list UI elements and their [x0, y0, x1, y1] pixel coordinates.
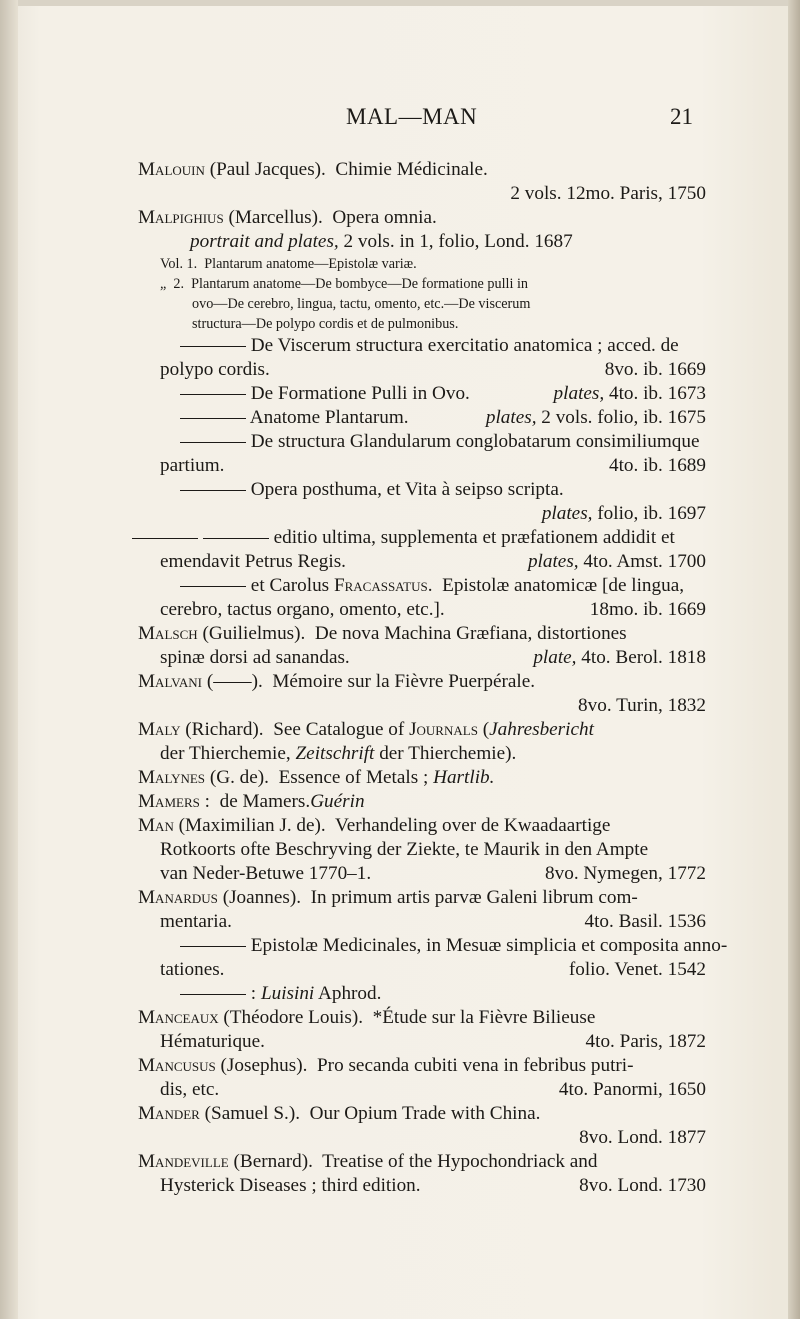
entry-line [0, 670, 800, 694]
entry-imprint: 4to. ib. 1673 [604, 383, 706, 404]
entry-imprint: plates, [541, 503, 593, 524]
entry-text [160, 454, 224, 478]
entry-imprint: 2 vols. in 1, folio, Lond. 1687 [338, 231, 573, 252]
entry-title: polypo cordis. [160, 359, 270, 380]
entry-imprint [559, 1078, 706, 1102]
entry-text [160, 742, 516, 766]
entry-text [138, 1054, 634, 1078]
entry-line [0, 718, 800, 742]
entry-imprint [590, 598, 706, 622]
ditto-dash [180, 418, 246, 419]
entry-title: dis, etc. [160, 1079, 220, 1100]
entry-imprint: 4to. ib. 1689 [608, 455, 706, 476]
entry-imprint [542, 502, 706, 526]
author-name: Malynes [138, 767, 206, 788]
entry-line [0, 550, 800, 574]
entry-text [160, 838, 648, 862]
entry-line [0, 694, 800, 718]
entry-line [0, 814, 800, 838]
entry-imprint: 8vo. Lond. 1877 [579, 1127, 706, 1148]
cross-reference: Jahresbericht [489, 719, 594, 740]
entry-text [132, 526, 675, 550]
entry-title: spinæ dorsi ad sanandas. [160, 647, 350, 668]
entry-line [0, 454, 800, 478]
entry-text [138, 718, 594, 742]
entry-title: Zeitschrift [295, 743, 375, 764]
entry-text [138, 814, 610, 838]
entry-line [0, 1030, 800, 1054]
author-name: Man [138, 815, 174, 836]
entry-text [180, 934, 727, 958]
author-name: Maly [138, 719, 181, 740]
entry-title: (——). Mémoire sur la Fièvre Puerpérale. [202, 671, 536, 692]
entry-line [0, 314, 800, 334]
ditto-dash [180, 586, 246, 587]
entry-title: van Neder-Betuwe 1770–1. [160, 863, 372, 884]
cross-reference: Hartlib. [433, 767, 495, 788]
entry-text [138, 622, 627, 646]
entry-text [160, 862, 371, 886]
entry-text [180, 382, 470, 406]
author-name: Mancusus [138, 1055, 216, 1076]
entry-text [138, 766, 494, 790]
entry-text [160, 274, 528, 294]
entry-line [0, 478, 800, 502]
entry-text [160, 1174, 421, 1198]
entry-text [160, 1030, 265, 1054]
entry-text [138, 1102, 540, 1126]
entry-line [0, 382, 800, 406]
entry-text [192, 294, 530, 314]
entry-imprint [578, 694, 706, 718]
entry-text [160, 1078, 219, 1102]
author-name: Mander [138, 1103, 200, 1124]
entry-title: (Richard). See Catalogue of [180, 719, 410, 740]
entry-title: Opera posthuma, et Vita à seipso scripta. [250, 479, 564, 500]
entry-title: Anatome Plantarum. [249, 407, 409, 428]
entry-imprint: 2 vols. folio, ib. 1675 [536, 407, 706, 428]
entry-text [192, 314, 458, 334]
entry-text [160, 598, 445, 622]
entry-title: (Bernard). Treatise of the Hypochondriack and [228, 1151, 598, 1172]
author-name: Manceaux [138, 1007, 219, 1028]
entry-title: Hysterick Diseases ; third edition. [160, 1175, 421, 1196]
entry-title: (Maximilian J. de). Verhandeling over de Kwaadaartige [173, 815, 611, 836]
entry-line [0, 622, 800, 646]
contents-note: „ 2. Plantarum anatome—De bombyce—De formatione pulli in [160, 276, 528, 292]
entry-title: de Mamers. [214, 791, 311, 812]
contents-note: ovo—De cerebro, lingua, tactu, omento, etc.—De viscerum [192, 296, 531, 312]
entry-text [160, 958, 224, 982]
entry-line [0, 358, 800, 382]
entry-line [0, 526, 800, 550]
entry-imprint: 4to. Berol. 1818 [576, 647, 706, 668]
entry-text [190, 230, 573, 254]
entry-line [0, 274, 800, 294]
entry-text [180, 478, 564, 502]
author-name: Malsch [138, 623, 198, 644]
entry-line [0, 1078, 800, 1102]
entry-imprint [569, 958, 706, 982]
entry-imprint: 8vo. Lond. 1730 [579, 1175, 706, 1196]
entry-text [138, 206, 437, 230]
entry-line [0, 206, 800, 230]
cross-reference: Journals [409, 719, 478, 740]
author-name: Manardus [138, 887, 218, 908]
entry-line [0, 574, 800, 598]
entry-imprint [528, 550, 706, 574]
entry-line [0, 862, 800, 886]
entry-imprint [609, 454, 706, 478]
entry-title: editio ultima, supplementa et præfationem addidit et [273, 527, 675, 548]
entry-line [0, 334, 800, 358]
ditto-dash [180, 442, 246, 443]
page-top-edge [0, 0, 800, 6]
entry-line [0, 502, 800, 526]
author-name: Malouin [138, 159, 205, 180]
entry-imprint: 8vo. Nymegen, 1772 [545, 863, 706, 884]
entry-line [0, 158, 800, 182]
entry-line [0, 1174, 800, 1198]
entry-imprint: 4to. Panormi, 1650 [558, 1079, 706, 1100]
entry-line [0, 982, 800, 1006]
entry-text [180, 406, 409, 430]
entry-text [138, 1150, 597, 1174]
entry-imprint [486, 406, 706, 430]
entry-imprint [605, 358, 706, 382]
entry-title: der Thierchemie). [374, 743, 517, 764]
entry-line [0, 934, 800, 958]
entry-line [0, 294, 800, 314]
entry-line [0, 766, 800, 790]
entry-imprint: 18mo. ib. 1669 [589, 599, 706, 620]
entry-imprint [554, 382, 706, 406]
entry-title: mentaria. [160, 911, 232, 932]
ditto-dash [180, 346, 246, 347]
entry-imprint: folio. Venet. 1542 [568, 959, 706, 980]
entry-title: ( [477, 719, 490, 740]
entry-text [138, 158, 488, 182]
entry-text [160, 646, 350, 670]
entry-line [0, 742, 800, 766]
entry-title: Epistolæ anatomicæ [de lingua, [432, 575, 685, 596]
entry-title: der Thierchemie, [160, 743, 296, 764]
ditto-dash [180, 994, 246, 995]
ditto-dash [180, 394, 246, 395]
entry-imprint [579, 1174, 706, 1198]
ditto-dash [180, 946, 246, 947]
contents-note: Vol. 1. Plantarum anatome—Epistolæ variæ. [160, 256, 417, 272]
entry-title: (Marcellus). Opera omnia. [223, 207, 437, 228]
entry-title: (Paul Jacques). Chimie Médicinale. [204, 159, 488, 180]
entry-text [138, 1006, 595, 1030]
entry-text [160, 358, 270, 382]
entry-title: : [199, 791, 215, 812]
entry-title: (Théodore Louis). *Étude sur la Fièvre Bilieuse [218, 1007, 596, 1028]
entry-title: emendavit Petrus Regis. [160, 551, 346, 572]
entry-text [138, 790, 365, 814]
entry-imprint: plates, [553, 383, 605, 404]
entry-title: et Carolus [250, 575, 334, 596]
entry-imprint: 8vo. Turin, 1832 [578, 695, 706, 716]
author-name: Fracassatus. [333, 575, 433, 596]
entry-imprint: folio, ib. 1697 [592, 503, 706, 524]
entry-title: : [250, 983, 261, 1004]
entry-text [180, 574, 684, 598]
entry-title: Hématurique. [160, 1031, 265, 1052]
entry-title: De Viscerum structura exercitatio anatomica ; acced. de [250, 335, 679, 356]
entry-imprint [510, 182, 706, 206]
entry-imprint [545, 862, 706, 886]
entry-text [180, 982, 381, 1006]
entry-title: partium. [160, 455, 225, 476]
entry-line [0, 790, 800, 814]
entry-imprint [586, 1030, 706, 1054]
entry-text [180, 334, 679, 358]
entry-title: cerebro, tactus organo, omento, etc.]. [160, 599, 445, 620]
entry-imprint: plates, [485, 407, 537, 428]
entry-imprint: plates, [527, 551, 579, 572]
author-name: Malvani [138, 671, 203, 692]
catalogue-entries [0, 158, 800, 1198]
entry-title: tationes. [160, 959, 225, 980]
author-name: Mamers [138, 791, 200, 812]
entry-title: (Joannes). In primum artis parvæ Galeni librum com- [217, 887, 638, 908]
entry-imprint: 4to. Amst. 1700 [578, 551, 706, 572]
entry-imprint: 8vo. ib. 1669 [604, 359, 706, 380]
entry-line [0, 182, 800, 206]
entry-text [160, 910, 232, 934]
entry-text [160, 254, 417, 274]
entry-imprint [579, 1126, 706, 1150]
entry-title: De Formatione Pulli in Ovo. [250, 383, 470, 404]
entry-text [160, 550, 346, 574]
entry-text [138, 886, 638, 910]
entry-title: Epistolæ Medicinales, in Mesuæ simplicia et composita anno- [250, 935, 728, 956]
entry-imprint [533, 646, 706, 670]
entry-line [0, 1150, 800, 1174]
entry-line [0, 886, 800, 910]
entry-line [0, 1054, 800, 1078]
entry-line [0, 958, 800, 982]
entry-line [0, 598, 800, 622]
entry-title: (Josephus). Pro secanda cubiti vena in febribus putri- [215, 1055, 634, 1076]
entry-line [0, 254, 800, 274]
running-head: MAL—MAN [346, 104, 478, 129]
entry-line [0, 646, 800, 670]
ditto-dash [180, 490, 246, 491]
entry-line [0, 1102, 800, 1126]
entry-title: portrait and plates, [190, 231, 339, 252]
ditto-dash [203, 538, 269, 539]
entry-imprint: 4to. Paris, 1872 [585, 1031, 706, 1052]
entry-imprint: 4to. Basil. 1536 [584, 911, 706, 932]
entry-imprint: plate, [533, 647, 577, 668]
entry-line [0, 1126, 800, 1150]
entry-title: (Guilielmus). De nova Machina Græfiana, distortiones [197, 623, 627, 644]
entry-title: (G. de). Essence of Metals ; [205, 767, 434, 788]
entry-line [0, 1006, 800, 1030]
cross-reference: Luisini [260, 983, 315, 1004]
entry-text [138, 670, 535, 694]
ditto-dash [132, 538, 198, 539]
entry-line [0, 406, 800, 430]
entry-line [0, 910, 800, 934]
page-number: 21 [670, 104, 693, 129]
author-name: Malpighius [138, 207, 224, 228]
entry-line [0, 430, 800, 454]
entry-title: (Samuel S.). Our Opium Trade with China. [199, 1103, 541, 1124]
entry-line [0, 230, 800, 254]
entry-text [180, 430, 699, 454]
contents-note: structura—De polypo cordis et de pulmonibus. [192, 316, 459, 332]
entry-line [0, 838, 800, 862]
entry-title: Rotkoorts ofte Beschryving der Ziekte, te Maurik in den Ampte [160, 839, 649, 860]
cross-reference: Guérin [310, 791, 365, 812]
entry-title: De structura Glandularum conglobatarum consimiliumque [250, 431, 700, 452]
author-name: Mandeville [138, 1151, 229, 1172]
entry-imprint [584, 910, 706, 934]
entry-imprint: 2 vols. 12mo. Paris, 1750 [510, 183, 706, 204]
entry-title: Aphrod. [314, 983, 382, 1004]
page-header [0, 104, 800, 138]
